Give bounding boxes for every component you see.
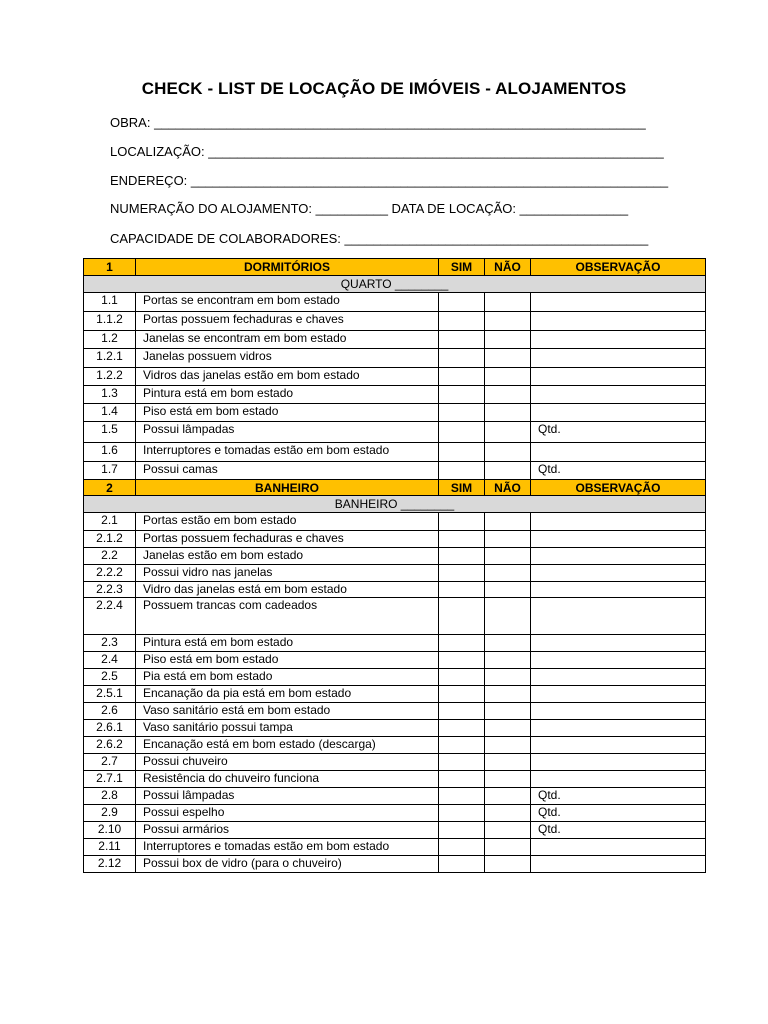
section-title: BANHEIRO [136,480,439,496]
table-row [84,822,706,839]
table-row [84,720,706,737]
col-observacao-header: OBSERVAÇÃO [531,259,706,276]
nao-cell[interactable] [485,293,531,312]
nao-cell[interactable] [485,771,531,788]
section-header [84,480,706,496]
item-description: Janelas possuem vidros [136,349,439,368]
item-number: 1.1.2 [84,312,136,331]
item-description: Encanação está em bom estado (descarga) [136,737,439,754]
item-number: 1.2.1 [84,349,136,368]
item-number: 2.7 [84,754,136,771]
table-row [84,805,706,822]
nao-cell[interactable] [485,669,531,686]
item-description: Possui armários [136,822,439,839]
item-description: Possuem trancas com cadeados [136,598,439,635]
sim-cell[interactable] [439,652,485,669]
observacao-cell[interactable] [531,582,706,598]
observacao-cell[interactable] [531,635,706,652]
item-description: Interruptores e tomadas estão em bom estado [136,839,439,856]
document-title: CHECK - LIST DE LOCAÇÃO DE IMÓVEIS - ALOJAMENTOS [141,79,627,98]
sim-cell[interactable] [439,805,485,822]
item-number: 2.2.3 [84,582,136,598]
section-header [84,259,706,276]
observacao-cell[interactable] [531,737,706,754]
observacao-cell[interactable] [531,404,706,422]
table-row [84,856,706,873]
nao-cell[interactable] [485,368,531,386]
sim-cell[interactable] [439,839,485,856]
table-row [84,598,706,635]
sim-cell[interactable] [439,598,485,635]
col-nao-header: NÃO [485,259,531,276]
table-row [84,635,706,652]
observacao-cell[interactable] [531,839,706,856]
observacao-cell[interactable] [531,349,706,368]
table-row [84,368,706,386]
sim-cell[interactable] [439,404,485,422]
nao-cell[interactable] [485,404,531,422]
sim-cell[interactable] [439,771,485,788]
table-row [84,754,706,771]
table-row [84,386,706,404]
sim-cell[interactable] [439,312,485,331]
col-observacao-header: OBSERVAÇÃO [531,480,706,496]
sim-cell[interactable] [439,368,485,386]
item-number: 1.2.2 [84,368,136,386]
checklist-table [83,258,706,873]
table-row [84,582,706,598]
observacao-cell[interactable] [531,754,706,771]
item-number: 2.3 [84,635,136,652]
item-description: Pintura está em bom estado [136,635,439,652]
nao-cell[interactable] [485,652,531,669]
item-number: 2.9 [84,805,136,822]
nao-cell[interactable] [485,565,531,582]
nao-cell[interactable] [485,737,531,754]
nao-cell[interactable] [485,856,531,873]
nao-cell[interactable] [485,548,531,565]
table-row [84,788,706,805]
item-number: 2.2.4 [84,598,136,635]
observacao-cell[interactable] [531,443,706,462]
nao-cell[interactable] [485,635,531,652]
item-number: 2.6 [84,703,136,720]
table-row [84,443,706,462]
item-description: Possui lâmpadas [136,788,439,805]
sim-cell[interactable] [439,703,485,720]
observacao-cell[interactable] [531,856,706,873]
observacao-cell[interactable]: Qtd. [531,462,706,480]
obra-field: OBRA: ____________________________________________________________________ [110,115,646,130]
item-description: Encanação da pia está em bom estado [136,686,439,703]
observacao-cell[interactable] [531,386,706,404]
item-number: 1.4 [84,404,136,422]
table-row [84,531,706,548]
item-number: 2.12 [84,856,136,873]
item-description: Pintura está em bom estado [136,386,439,404]
section-number: 1 [84,259,136,276]
item-description: Vidro das janelas está em bom estado [136,582,439,598]
item-number: 2.4 [84,652,136,669]
item-description: Possui lâmpadas [136,422,439,443]
item-number: 2.10 [84,822,136,839]
sim-cell[interactable] [439,635,485,652]
col-sim-header: SIM [439,259,485,276]
item-number: 1.2 [84,331,136,349]
observacao-cell[interactable]: Qtd. [531,422,706,443]
nao-cell[interactable] [485,822,531,839]
sim-cell[interactable] [439,720,485,737]
observacao-cell[interactable] [531,513,706,531]
observacao-cell[interactable] [531,565,706,582]
localizacao-field: LOCALIZAÇÃO: _______________________________________________________________ [110,144,664,159]
subheader-label: QUARTO ________ [84,276,706,293]
nao-cell[interactable] [485,582,531,598]
sim-cell[interactable] [439,422,485,443]
observacao-cell[interactable] [531,548,706,565]
table-row [84,462,706,480]
nao-cell[interactable] [485,703,531,720]
item-description: Piso está em bom estado [136,404,439,422]
item-description: Portas estão em bom estado [136,513,439,531]
observacao-cell[interactable] [531,686,706,703]
section-subheader [84,276,706,293]
observacao-cell[interactable] [531,771,706,788]
sim-cell[interactable] [439,331,485,349]
nao-cell[interactable] [485,720,531,737]
sim-cell[interactable] [439,737,485,754]
nao-cell[interactable] [485,386,531,404]
nao-cell[interactable] [485,839,531,856]
table-row [84,652,706,669]
nao-cell[interactable] [485,805,531,822]
sim-cell[interactable] [439,443,485,462]
item-number: 2.5.1 [84,686,136,703]
item-description: Portas possuem fechaduras e chaves [136,531,439,548]
sim-cell[interactable] [439,822,485,839]
item-number: 2.1 [84,513,136,531]
col-nao-header: NÃO [485,480,531,496]
table-row [84,548,706,565]
table-row [84,703,706,720]
item-description: Interruptores e tomadas estão em bom estado [136,443,439,462]
table-row [84,422,706,443]
item-number: 2.2 [84,548,136,565]
item-description: Janelas se encontram em bom estado [136,331,439,349]
item-description: Vaso sanitário está em bom estado [136,703,439,720]
observacao-cell[interactable]: Qtd. [531,822,706,839]
table-row [84,404,706,422]
item-number: 2.6.2 [84,737,136,754]
table-row [84,565,706,582]
sim-cell[interactable] [439,565,485,582]
observacao-cell[interactable] [531,531,706,548]
item-number: 1.5 [84,422,136,443]
item-number: 1.1 [84,293,136,312]
item-description: Vidros das janelas estão em bom estado [136,368,439,386]
item-description: Piso está em bom estado [136,652,439,669]
observacao-cell[interactable] [531,703,706,720]
table-row [84,293,706,312]
table-row [84,737,706,754]
table-row [84,669,706,686]
sim-cell[interactable] [439,548,485,565]
item-number: 2.6.1 [84,720,136,737]
item-description: Possui chuveiro [136,754,439,771]
nao-cell[interactable] [485,531,531,548]
item-description: Portas se encontram em bom estado [136,293,439,312]
item-number: 1.7 [84,462,136,480]
item-description: Resistência do chuveiro funciona [136,771,439,788]
item-number: 1.3 [84,386,136,404]
sim-cell[interactable] [439,754,485,771]
observacao-cell[interactable] [531,312,706,331]
sim-cell[interactable] [439,293,485,312]
nao-cell[interactable] [485,598,531,635]
nao-cell[interactable] [485,422,531,443]
capacidade-field: CAPACIDADE DE COLABORADORES: __________________________________________ [110,231,649,246]
sim-cell[interactable] [439,386,485,404]
observacao-cell[interactable] [531,368,706,386]
subheader-label: BANHEIRO ________ [84,496,706,513]
item-description: Possui camas [136,462,439,480]
item-number: 2.11 [84,839,136,856]
sim-cell[interactable] [439,513,485,531]
sim-cell[interactable] [439,582,485,598]
observacao-cell[interactable] [531,669,706,686]
item-description: Pia está em bom estado [136,669,439,686]
sim-cell[interactable] [439,669,485,686]
table-row [84,312,706,331]
sim-cell[interactable] [439,531,485,548]
item-number: 2.8 [84,788,136,805]
sim-cell[interactable] [439,856,485,873]
nao-cell[interactable] [485,686,531,703]
observacao-cell[interactable] [531,331,706,349]
observacao-cell[interactable] [531,720,706,737]
item-description: Possui box de vidro (para o chuveiro) [136,856,439,873]
item-description: Vaso sanitário possui tampa [136,720,439,737]
item-description: Possui espelho [136,805,439,822]
col-sim-header: SIM [439,480,485,496]
item-description: Possui vidro nas janelas [136,565,439,582]
table-row [84,349,706,368]
nao-cell[interactable] [485,349,531,368]
table-row [84,513,706,531]
table-row [84,331,706,349]
sim-cell[interactable] [439,686,485,703]
table-row [84,771,706,788]
item-number: 2.7.1 [84,771,136,788]
observacao-cell[interactable] [531,293,706,312]
sim-cell[interactable] [439,462,485,480]
nao-cell[interactable] [485,331,531,349]
item-description: Portas possuem fechaduras e chaves [136,312,439,331]
numeracao-data-field: NUMERAÇÃO DO ALOJAMENTO: __________ DATA DE LOCAÇÃO: _______________ [110,201,629,216]
item-number: 1.6 [84,443,136,462]
nao-cell[interactable] [485,443,531,462]
observacao-cell[interactable]: Qtd. [531,805,706,822]
section-subheader [84,496,706,513]
sim-cell[interactable] [439,788,485,805]
nao-cell[interactable] [485,513,531,531]
observacao-cell[interactable]: Qtd. [531,788,706,805]
item-description: Janelas estão em bom estado [136,548,439,565]
section-title: DORMITÓRIOS [136,259,439,276]
observacao-cell[interactable] [531,598,706,635]
endereco-field: ENDEREÇO: __________________________________________________________________ [110,173,669,188]
observacao-cell[interactable] [531,652,706,669]
nao-cell[interactable] [485,788,531,805]
item-number: 2.5 [84,669,136,686]
sim-cell[interactable] [439,349,485,368]
section-number: 2 [84,480,136,496]
item-number: 2.1.2 [84,531,136,548]
item-number: 2.2.2 [84,565,136,582]
table-row [84,839,706,856]
table-row [84,686,706,703]
nao-cell[interactable] [485,312,531,331]
nao-cell[interactable] [485,462,531,480]
nao-cell[interactable] [485,754,531,771]
